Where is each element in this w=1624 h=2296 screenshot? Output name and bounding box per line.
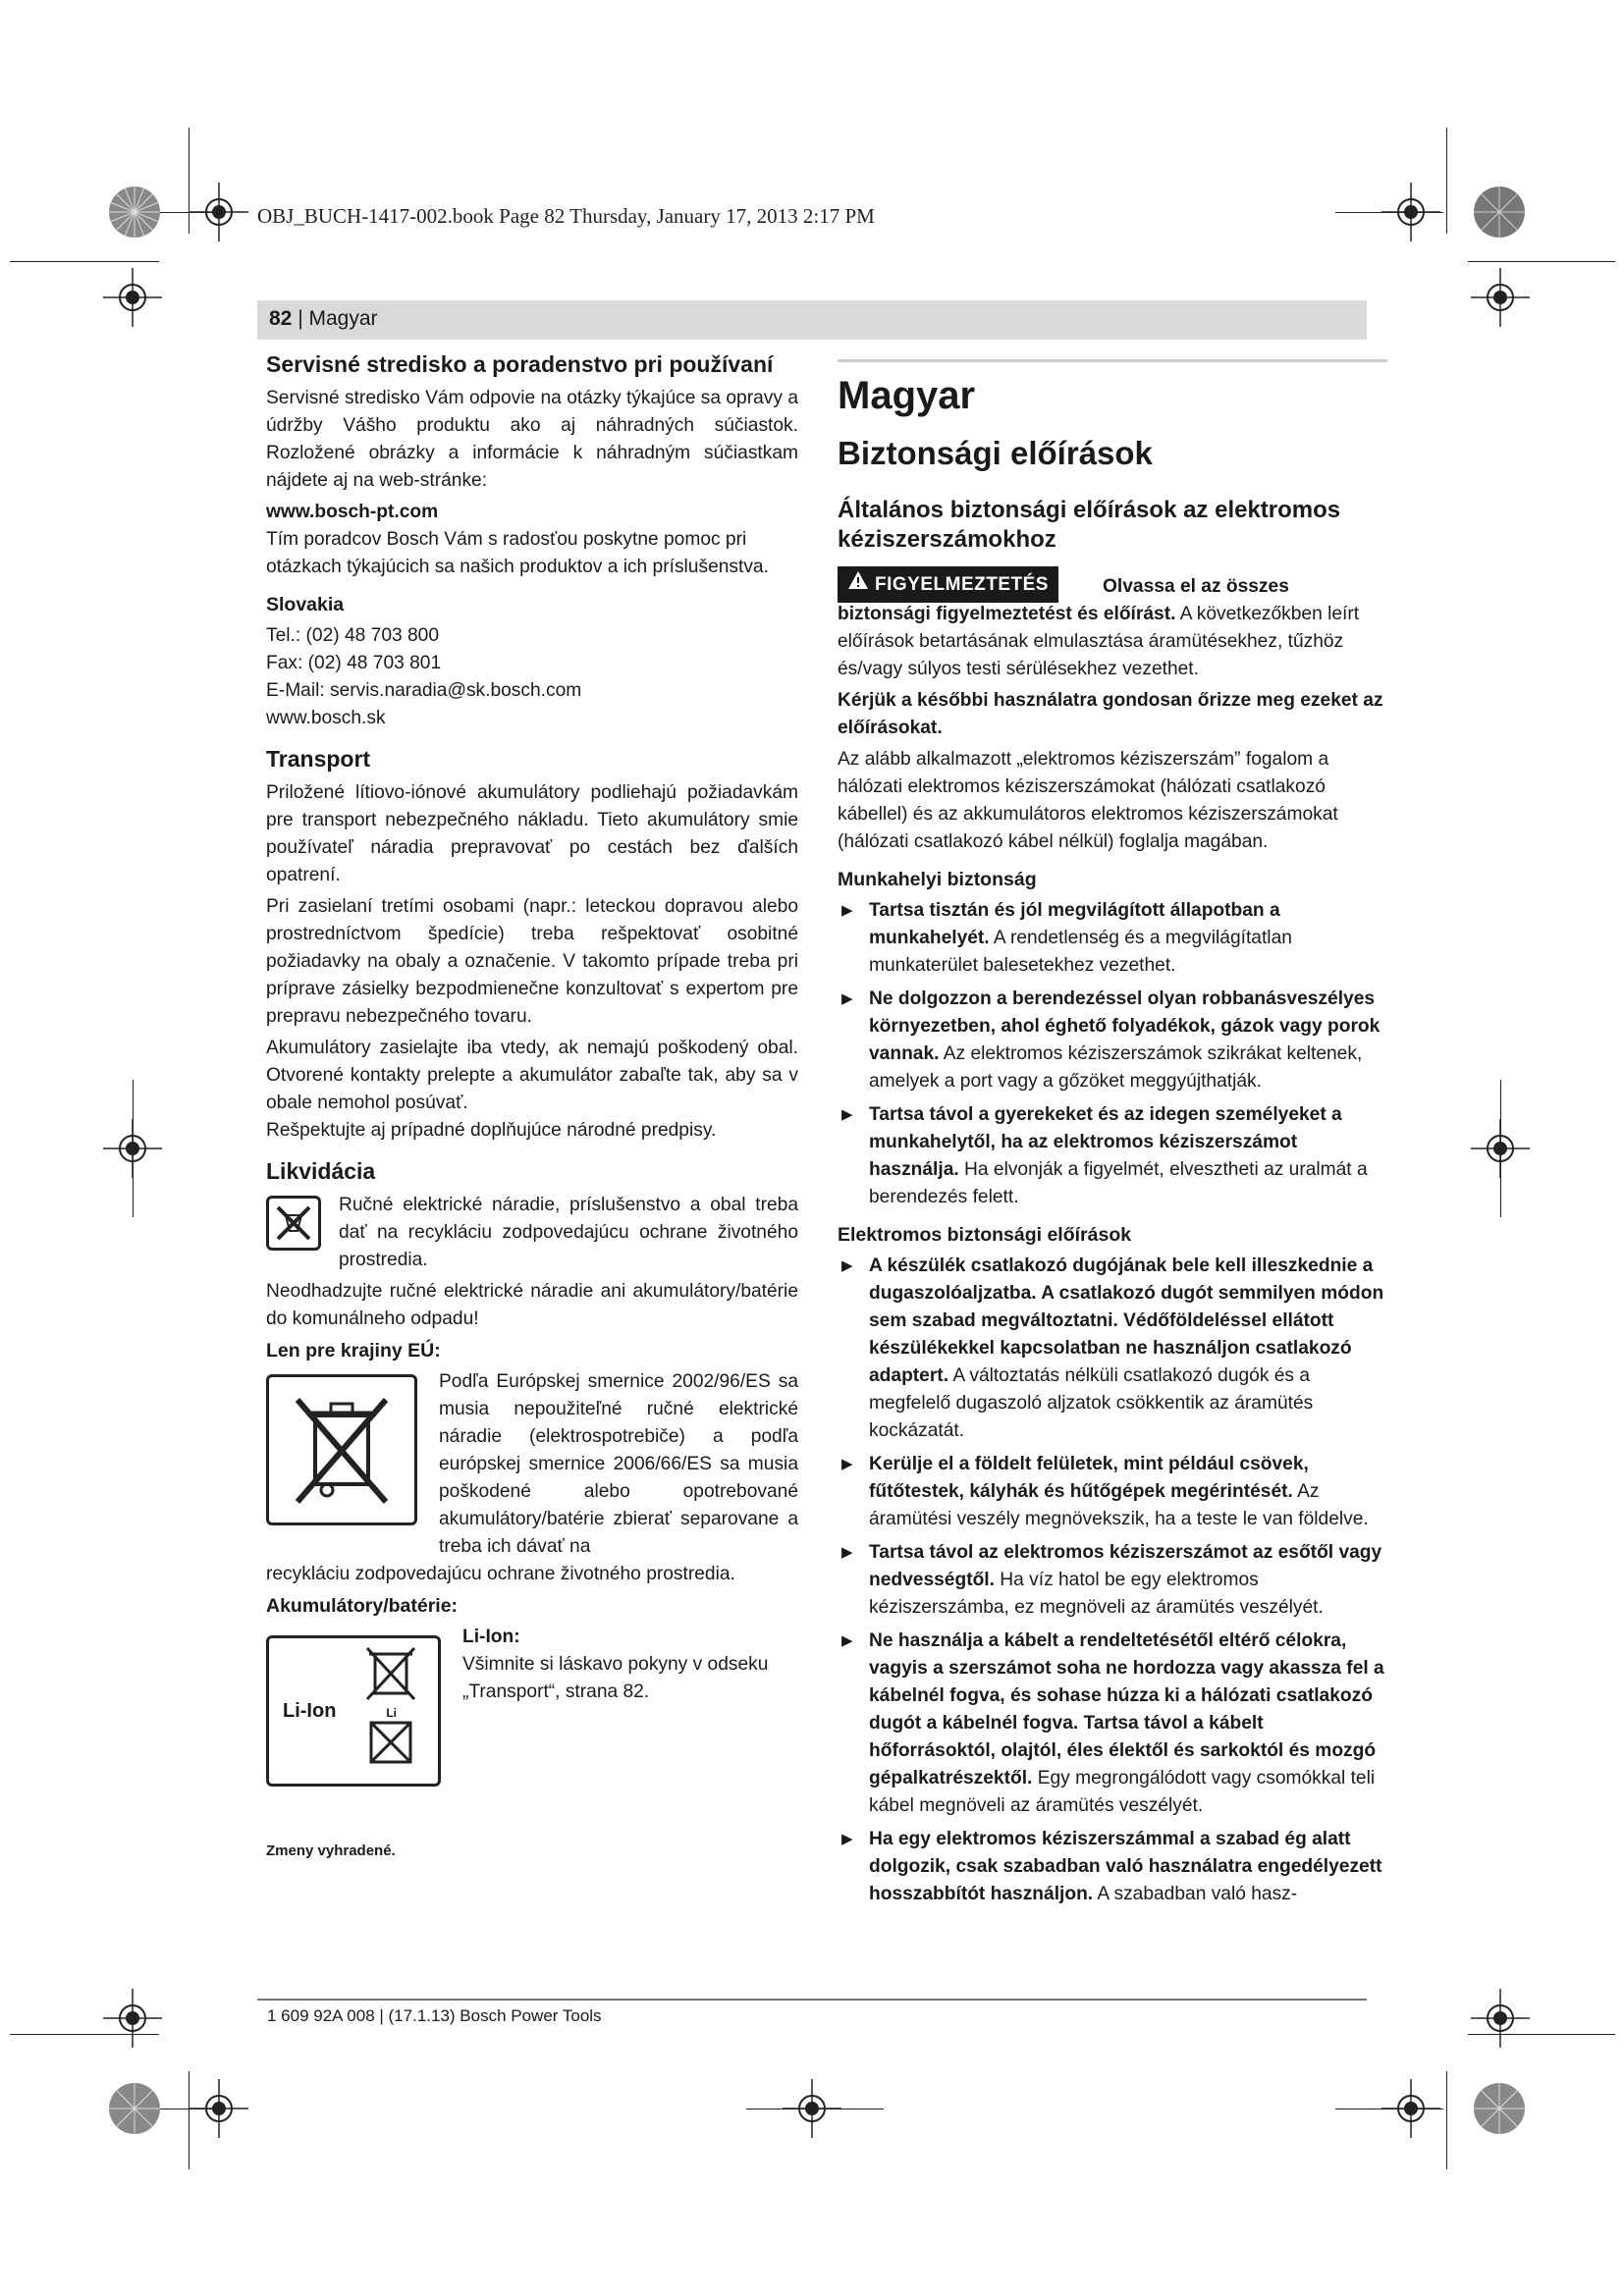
warning-bold: Olvassa el az összes biztonsági figyelmeztetést és előírást. xyxy=(838,576,1289,624)
color-rosette-bottom-right xyxy=(1472,2081,1527,2136)
country-heading: Slovakia xyxy=(266,594,345,615)
list-item-text: Egy megrongálódott vagy csomókkal teli kábel megnöveli az áramütés veszélyét. xyxy=(869,1768,1376,1816)
list-item-bold: Kerülje el a földelt felületek, mint például csövek, fűtőtestek, kályhák és hűtőgépek megérintését. xyxy=(869,1454,1309,1502)
warning-badge-label: FIGYELMEZTETÉS xyxy=(875,573,1049,595)
list-item-text: Ha elvonják a figyelmét, elvesztheti az uralmát a berendezés felett. xyxy=(869,1159,1368,1207)
list-item-text: Ha víz hatol be egy elektromos kéziszerszámba, ez megnöveli az áramütés veszélyét. xyxy=(869,1570,1324,1618)
color-rosette-top-left xyxy=(107,185,162,240)
contact-fax: Fax: (02) 48 703 801 xyxy=(266,653,442,673)
transport-paragraph-3: Akumulátory zasielajte iba vtedy, ak nemajú poškodený obal. Otvorené kontakty prelepte a akumulátor zabaľte tak, aby sa v obale nemohol posúvať. xyxy=(266,1038,798,1113)
liion-title: Li-Ion: xyxy=(462,1627,520,1647)
contact-tel: Tel.: (02) 48 703 800 xyxy=(266,625,440,646)
bullet-arrow-icon: ▶ xyxy=(841,1632,853,1649)
work-area-list xyxy=(838,897,1387,1211)
transport-heading: Transport xyxy=(266,746,371,772)
electrical-safety-heading: Elektromos biztonsági előírások xyxy=(838,1224,1132,1246)
safety-heading: Biztonsági előírások xyxy=(838,435,1153,471)
right-column xyxy=(838,359,1387,1914)
eu-block xyxy=(266,1368,798,1561)
page-number: 82 xyxy=(269,307,293,330)
service-paragraph-1: Servisné stredisko Vám odpovie na otázky týkajúce sa opravy a údržby Vášho produktu ako aj náhradných súčiastok. Rozložené obrázky a informácie k náhradným súčiastkam nájdete aj na web-stránke: xyxy=(266,388,798,491)
list-item-text: Az elektromos kéziszerszámok szikrákat keltenek, amelyek a port vagy a gőzöket meggyújthatják. xyxy=(869,1043,1363,1092)
list-item xyxy=(838,986,1387,1095)
service-heading: Servisné stredisko a poradenstvo pri používaní xyxy=(266,351,774,377)
left-column xyxy=(266,344,798,1869)
list-item xyxy=(838,1539,1387,1622)
liion-icon-label: Li-Ion xyxy=(283,1700,337,1722)
registration-mark-left-middle xyxy=(103,1119,162,1178)
list-item xyxy=(838,1451,1387,1533)
warning-body: A következőkben leírt előírások betartásának elmulasztása áramütésekhez, tűzhöz és/vagy súlyos testi sérülésekhez vezethet. xyxy=(838,604,1360,679)
liion-block xyxy=(266,1624,798,1787)
service-url: www.bosch-pt.com xyxy=(266,502,439,522)
eu-paragraph-side: Podľa Európskej smernice 2002/96/ES sa musia nepoužiteľné ručné elektrické náradie (elektrospotrebiče) a podľa európskej smernice 2006/66/ES sa musia poškodené alebo opotrebované akumulátory/batérie zbierať separovane a treba ich dávať na xyxy=(439,1371,798,1557)
changes-reserved: Zmeny vyhradené. xyxy=(266,1842,396,1859)
list-item-text: A változtatás nélküli csatlakozó dugók és a megfelelő dugaszoló aljzatok csökkentik az áramütés kockázatát. xyxy=(869,1365,1314,1441)
work-area-heading: Munkahelyi biztonság xyxy=(838,869,1037,890)
bullet-arrow-icon: ▶ xyxy=(841,1257,853,1274)
bullet-arrow-icon: ▶ xyxy=(841,902,853,919)
registration-mark-left-bottom xyxy=(103,1989,162,2048)
liion-icon-small-label: Li xyxy=(386,1706,397,1720)
page-header-label xyxy=(269,307,378,331)
registration-mark-right-top xyxy=(1471,268,1530,327)
recycling-block xyxy=(266,1192,798,1278)
liion-text-block xyxy=(462,1624,798,1710)
registration-mark-top-left xyxy=(189,183,248,241)
language-title: Magyar xyxy=(838,374,976,417)
page-footer: 1 609 92A 008 | (17.1.13) Bosch Power Tools xyxy=(267,2006,602,2025)
warning-triangle-icon xyxy=(847,570,869,599)
color-rosette-top-right xyxy=(1472,185,1527,240)
list-item-bold: Ha egy elektromos kéziszerszámmal a szabad ég alatt dolgozik, csak szabadban való használatra engedélyezett hosszabbítót használjon. xyxy=(869,1829,1382,1904)
bullet-arrow-icon: ▶ xyxy=(841,1831,853,1847)
print-slug: OBJ_BUCH-1417-002.book Page 82 Thursday, January 17, 2013 2:17 PM xyxy=(257,204,875,228)
header-separator: | xyxy=(292,307,309,330)
disposal-paragraph-1: Ručné elektrické náradie, príslušenstvo a obal treba dať na recykláciu zodpovedajúcu ochrane životného prostredia. xyxy=(339,1195,798,1270)
list-item-text: A szabadban való hasz- xyxy=(1093,1884,1298,1904)
list-item xyxy=(838,1826,1387,1908)
list-item-bold: Tartsa tisztán és jól megvilágított állapotban a munkahelyét. xyxy=(869,900,1280,948)
bullet-arrow-icon: ▶ xyxy=(841,1456,853,1472)
list-item-bold: A készülék csatlakozó dugójának bele kell illeszkednie a dugaszolóaljzatba. A csatlakozó dugót semmilyen módon sem szabad megváltoztatni. Védőföldeléssel ellátott készülékekkel kapcsolatban ne használjon csatlakozó adaptert. xyxy=(869,1255,1384,1386)
color-rosette-bottom-left xyxy=(107,2081,162,2136)
footer-rule xyxy=(257,1999,1367,2001)
recycle-icon xyxy=(266,1196,321,1251)
list-item-text: A rendetlenség és a megvilágítatlan munkaterület balesetekhez vezethet. xyxy=(869,928,1292,976)
transport-paragraph-2: Pri zasielaní tretími osobami (napr.: leteckou dopravou alebo prostredníctvom špedície) treba rešpektovať osobitné požiadavky na obaly a označenie. V takomto prípade treba pri príprave zásielky bezpodmienečne konzultovať s expertom pre prepravu nebezpečného tovaru. xyxy=(266,896,798,1027)
registration-mark-top-right xyxy=(1381,183,1440,241)
electrical-safety-list xyxy=(838,1253,1387,1908)
registration-mark-right-middle xyxy=(1471,1119,1530,1178)
eu-heading: Len pre krajiny EÚ: xyxy=(266,1340,441,1362)
registration-mark-bottom-left xyxy=(189,2079,248,2138)
definition-paragraph: Az alább alkalmazott „elektromos kéziszerszám” fogalom a hálózati elektromos kéziszerszámokat (hálózati csatlakozó kábellel) és az akkumulátoros elektromos kéziszerszámokat (hálózati csatlakozó kábel nélkül) foglalja magában. xyxy=(838,749,1338,852)
transport-paragraph-1: Priložené lítiovo-iónové akumulátory podliehajú požiadavkám pre transport nebezpečného nákladu. Tieto akumulátory smie používateľ náradia prepravovať po cestách bez ďalších opatrení. xyxy=(266,782,798,885)
keep-instructions: Kérjük a későbbi használatra gondosan őrizze meg ezeket az előírásokat. xyxy=(838,690,1383,738)
disposal-heading: Likvidácia xyxy=(266,1158,376,1184)
list-item-text: Az áramütési veszély megnövekszik, ha a teste le van földelve. xyxy=(869,1481,1369,1529)
registration-mark-right-bottom xyxy=(1471,1989,1530,2048)
registration-mark-bottom-right xyxy=(1381,2079,1440,2138)
registration-mark-left-top xyxy=(103,268,162,327)
disposal-paragraph-2: Neodhadzujte ručné elektrické náradie ani akumulátory/batérie do komunálneho odpadu! xyxy=(266,1281,798,1329)
contact-email: E-Mail: servis.naradia@sk.bosch.com xyxy=(266,680,582,701)
general-safety-heading: Általános biztonsági előírások az elektromos kéziszerszámokhoz xyxy=(838,497,1341,553)
page-header xyxy=(257,300,1367,340)
list-item-bold: Ne dolgozzon a berendezéssel olyan robbanásveszélyes környezetben, ahol éghető folyadékok, gázok vagy porok vannak. xyxy=(869,988,1380,1064)
bullet-arrow-icon: ▶ xyxy=(841,1544,853,1561)
list-item xyxy=(838,1253,1387,1445)
bullet-arrow-icon: ▶ xyxy=(841,990,853,1007)
list-item-bold: Ne használja a kábelt a rendeltetésétől eltérő célokra, vagyis a szerszámot soha ne hordozza vagy akassza fel a kábelnél fogva, és sohase húzza ki a hálózati csatlakozó dugót a kábelnél fogva. Tartsa távol a kábelt hőforrásoktól, olajtól, éles élektől és sarkoktól és mozgó gépalkatrészektől. xyxy=(869,1630,1384,1789)
contact-web: www.bosch.sk xyxy=(266,708,386,728)
bullet-arrow-icon: ▶ xyxy=(841,1106,853,1123)
warning-badge xyxy=(838,566,1058,603)
list-item xyxy=(838,1101,1387,1211)
section-rule xyxy=(838,359,1387,362)
liion-battery-icon xyxy=(266,1635,441,1787)
accumulators-heading: Akumulátory/batérie: xyxy=(266,1595,459,1617)
crossed-bin-icon xyxy=(266,1374,417,1525)
eu-paragraph-tail: recykláciu zodpovedajúcu ochrane životného prostredia. xyxy=(266,1564,735,1584)
header-language: Magyar xyxy=(308,307,378,330)
registration-mark-bottom-center xyxy=(783,2079,841,2138)
list-item-bold: Tartsa távol az elektromos kéziszerszámot az esőtől vagy nedvességtől. xyxy=(869,1542,1382,1590)
list-item-bold: Tartsa távol a gyerekeket és az idegen személyeket a munkahelytől, ha az elektromos kéziszerszámot használja. xyxy=(869,1104,1342,1180)
list-item xyxy=(838,897,1387,980)
liion-text: Všimnite si láskavo pokyny v odseku „Transport“, strana 82. xyxy=(462,1654,769,1702)
transport-paragraph-4: Rešpektujte aj prípadné doplňujúce národné predpisy. xyxy=(266,1120,717,1141)
list-item xyxy=(838,1628,1387,1820)
service-paragraph-2: Tím poradcov Bosch Vám s radosťou poskytne pomoc pri otázkach týkajúcich sa našich produktov a ich príslušenstva. xyxy=(266,529,769,577)
